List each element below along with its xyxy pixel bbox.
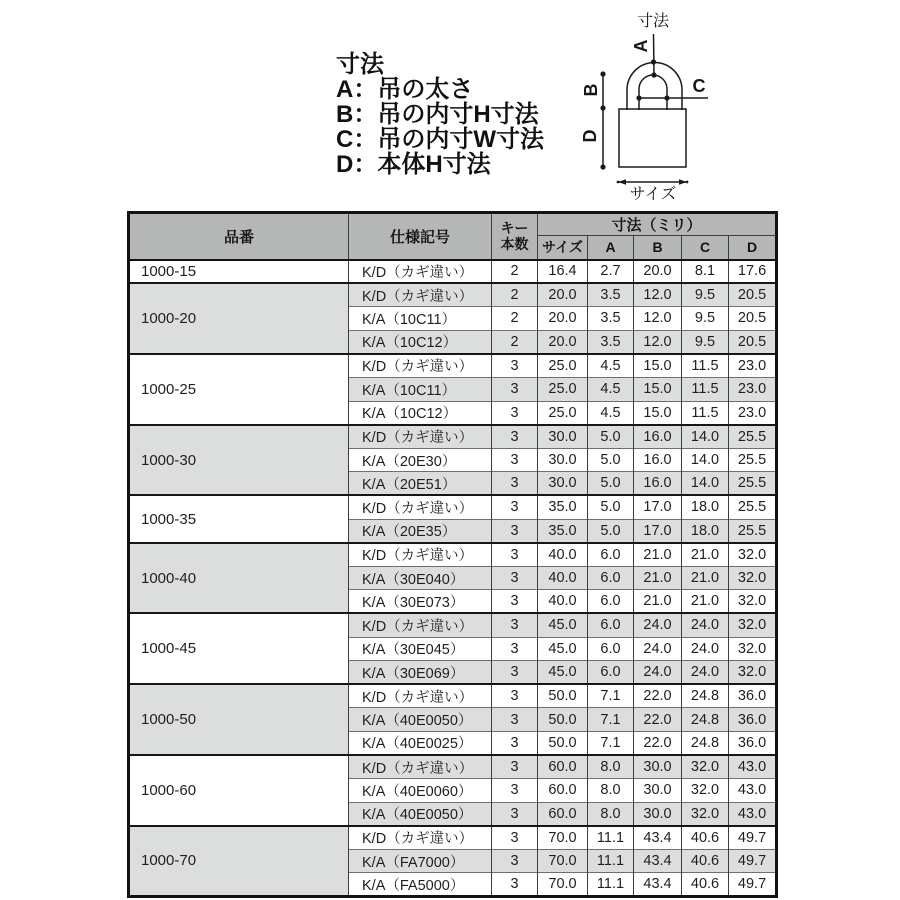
size-cell: 60.0	[538, 802, 588, 826]
size-cell: 25.0	[538, 377, 588, 401]
header-key-line1: キー	[500, 220, 529, 237]
size-cell: 20.0	[538, 330, 588, 354]
legend-item-c: C：吊の内寸W寸法	[336, 126, 544, 153]
dim-a-cell: 4.5	[588, 377, 634, 401]
dim-a-cell: 11.1	[588, 873, 634, 897]
hinban-cell: 1000-20	[129, 283, 349, 354]
dim-b-cell: 15.0	[634, 377, 682, 401]
dim-d-cell: 20.5	[729, 307, 777, 331]
dim-c-cell: 24.0	[682, 637, 729, 661]
dim-c-cell: 18.0	[682, 495, 729, 519]
keys-cell: 3	[492, 849, 538, 873]
dim-b-cell: 21.0	[634, 543, 682, 567]
spec-cell: K/A（30E073）	[349, 590, 492, 614]
diagram-bottom-label: サイズ	[629, 186, 677, 203]
dim-b-cell: 17.0	[634, 519, 682, 543]
dim-c-cell: 24.8	[682, 731, 729, 755]
dim-b-cell: 43.4	[634, 849, 682, 873]
spec-cell: K/A（40E0060）	[349, 779, 492, 803]
size-cell: 70.0	[538, 873, 588, 897]
dim-b-cell: 24.0	[634, 661, 682, 685]
dim-d-cell: 25.5	[729, 425, 777, 449]
dim-d-cell: 36.0	[729, 731, 777, 755]
dim-c-cell: 9.5	[682, 283, 729, 307]
dim-a-cell: 8.0	[588, 779, 634, 803]
dim-c-cell: 24.0	[682, 661, 729, 685]
diagram-letter-c: C	[692, 76, 706, 96]
spec-cell: K/D（カギ違い）	[349, 613, 492, 637]
dim-a-cell: 3.5	[588, 307, 634, 331]
spec-cell: K/A（10C11）	[349, 307, 492, 331]
dim-d-cell: 32.0	[729, 566, 777, 590]
dim-a-cell: 3.5	[588, 330, 634, 354]
size-cell: 45.0	[538, 637, 588, 661]
size-cell: 50.0	[538, 731, 588, 755]
keys-cell: 2	[492, 260, 538, 284]
dim-b-cell: 24.0	[634, 637, 682, 661]
header-dims-group: 寸法（ミリ）	[538, 213, 777, 236]
header-spec: 仕様記号	[349, 213, 492, 260]
dim-b-cell: 43.4	[634, 826, 682, 850]
dim-a-cell: 5.0	[588, 448, 634, 472]
dim-d-cell: 23.0	[729, 401, 777, 425]
dim-c-cell: 11.5	[682, 377, 729, 401]
dim-d-cell: 32.0	[729, 613, 777, 637]
spec-cell: K/A（FA7000）	[349, 849, 492, 873]
dim-b-cell: 30.0	[634, 779, 682, 803]
spec-cell: K/A（10C12）	[349, 401, 492, 425]
dim-c-cell: 24.8	[682, 708, 729, 732]
keys-cell: 3	[492, 826, 538, 850]
spec-table-header	[129, 213, 777, 260]
dim-c-cell: 11.5	[682, 401, 729, 425]
header-d: D	[729, 236, 777, 260]
hinban-cell: 1000-45	[129, 613, 349, 684]
dim-a-cell: 6.0	[588, 590, 634, 614]
dim-a-cell: 5.0	[588, 519, 634, 543]
diagram-top-label: 寸法	[636, 13, 670, 30]
keys-cell: 3	[492, 708, 538, 732]
keys-cell: 3	[492, 354, 538, 378]
dim-a-cell: 7.1	[588, 708, 634, 732]
table-row	[129, 684, 777, 708]
dim-c-cell: 40.6	[682, 826, 729, 850]
size-cell: 20.0	[538, 283, 588, 307]
dim-c-cell: 9.5	[682, 330, 729, 354]
header-c: C	[682, 236, 729, 260]
size-cell: 45.0	[538, 661, 588, 685]
dim-b-cell: 12.0	[634, 330, 682, 354]
keys-cell: 3	[492, 802, 538, 826]
hinban-cell: 1000-25	[129, 354, 349, 425]
dim-b-cell: 16.0	[634, 472, 682, 496]
legend-item-b: B：吊の内寸H寸法	[336, 101, 539, 128]
dim-b-cell: 22.0	[634, 708, 682, 732]
spec-cell: K/D（カギ違い）	[349, 260, 492, 284]
dim-a-cell: 11.1	[588, 849, 634, 873]
keys-cell: 2	[492, 283, 538, 307]
size-cell: 40.0	[538, 543, 588, 567]
dim-a-cell: 5.0	[588, 425, 634, 449]
dim-b-cell: 12.0	[634, 283, 682, 307]
keys-cell: 3	[492, 613, 538, 637]
dim-b-cell: 20.0	[634, 260, 682, 284]
spec-cell: K/A（30E069）	[349, 661, 492, 685]
dim-d-cell: 23.0	[729, 354, 777, 378]
keys-cell: 3	[492, 495, 538, 519]
spec-cell: K/A（20E35）	[349, 519, 492, 543]
dim-c-cell: 21.0	[682, 566, 729, 590]
header-key-count	[492, 213, 538, 260]
size-cell: 35.0	[538, 495, 588, 519]
table-row	[129, 495, 777, 519]
size-cell: 20.0	[538, 307, 588, 331]
header-key-line2: 本数	[500, 236, 529, 253]
size-cell: 60.0	[538, 755, 588, 779]
diagram-letter-b: B	[581, 83, 601, 97]
header-a: A	[588, 236, 634, 260]
dim-a-cell: 6.0	[588, 637, 634, 661]
keys-cell: 3	[492, 731, 538, 755]
size-cell: 40.0	[538, 566, 588, 590]
hinban-cell: 1000-50	[129, 684, 349, 755]
dim-b-cell: 15.0	[634, 401, 682, 425]
keys-cell: 3	[492, 661, 538, 685]
table-row	[129, 755, 777, 779]
keys-cell: 3	[492, 637, 538, 661]
size-cell: 50.0	[538, 708, 588, 732]
spec-cell: K/D（カギ違い）	[349, 495, 492, 519]
dim-a-cell: 2.7	[588, 260, 634, 284]
size-cell: 16.4	[538, 260, 588, 284]
dim-a-cell: 6.0	[588, 613, 634, 637]
hinban-cell: 1000-60	[129, 755, 349, 826]
dim-b-cell: 15.0	[634, 354, 682, 378]
dim-d-cell: 49.7	[729, 826, 777, 850]
spec-cell: K/A（30E040）	[349, 566, 492, 590]
keys-cell: 2	[492, 307, 538, 331]
dim-d-cell: 49.7	[729, 849, 777, 873]
dim-b-cell: 30.0	[634, 802, 682, 826]
spec-cell: K/D（カギ違い）	[349, 755, 492, 779]
spec-cell: K/D（カギ違い）	[349, 425, 492, 449]
spec-cell: K/D（カギ違い）	[349, 684, 492, 708]
hinban-cell: 1000-30	[129, 425, 349, 496]
dim-c-cell: 24.8	[682, 684, 729, 708]
keys-cell: 3	[492, 377, 538, 401]
dim-b-cell: 12.0	[634, 307, 682, 331]
dim-d-cell: 32.0	[729, 661, 777, 685]
dim-d-cell: 32.0	[729, 590, 777, 614]
size-cell: 50.0	[538, 684, 588, 708]
spec-cell: K/D（カギ違い）	[349, 826, 492, 850]
keys-cell: 3	[492, 779, 538, 803]
dim-a-cell: 6.0	[588, 661, 634, 685]
dim-d-cell: 20.5	[729, 283, 777, 307]
size-cell: 25.0	[538, 354, 588, 378]
size-cell: 30.0	[538, 425, 588, 449]
keys-cell: 3	[492, 566, 538, 590]
diagram-letter-d: D	[580, 129, 600, 143]
dim-c-cell: 8.1	[682, 260, 729, 284]
size-cell: 30.0	[538, 472, 588, 496]
dim-d-cell: 23.0	[729, 377, 777, 401]
legend-item-d: D：本体H寸法	[336, 151, 491, 178]
spec-cell: K/A（10C11）	[349, 377, 492, 401]
table-row	[129, 425, 777, 449]
table-row	[129, 543, 777, 567]
dim-c-cell: 21.0	[682, 590, 729, 614]
dim-a-cell: 7.1	[588, 684, 634, 708]
dim-c-cell: 11.5	[682, 354, 729, 378]
spec-cell: K/D（カギ違い）	[349, 283, 492, 307]
size-cell: 35.0	[538, 519, 588, 543]
spec-cell: K/A（40E0050）	[349, 802, 492, 826]
dim-c-cell: 9.5	[682, 307, 729, 331]
keys-cell: 3	[492, 873, 538, 897]
dim-b-cell: 22.0	[634, 684, 682, 708]
dim-c-cell: 32.0	[682, 802, 729, 826]
keys-cell: 3	[492, 543, 538, 567]
spec-cell: K/D（カギ違い）	[349, 543, 492, 567]
dim-a-cell: 8.0	[588, 755, 634, 779]
keys-cell: 3	[492, 448, 538, 472]
dim-c-cell: 32.0	[682, 755, 729, 779]
dim-d-cell: 43.0	[729, 802, 777, 826]
table-row	[129, 260, 777, 284]
dim-d-cell: 43.0	[729, 755, 777, 779]
dim-d-cell: 43.0	[729, 779, 777, 803]
dim-d-cell: 32.0	[729, 637, 777, 661]
table-row	[129, 354, 777, 378]
dim-a-cell: 5.0	[588, 495, 634, 519]
dim-c-cell: 32.0	[682, 779, 729, 803]
dim-b-cell: 21.0	[634, 590, 682, 614]
spec-table	[127, 211, 775, 898]
keys-cell: 3	[492, 472, 538, 496]
dim-c-cell: 40.6	[682, 873, 729, 897]
spec-cell: K/A（40E0025）	[349, 731, 492, 755]
dim-a-cell: 8.0	[588, 802, 634, 826]
dim-c-cell: 21.0	[682, 543, 729, 567]
legend-title: 寸法	[336, 51, 384, 78]
dim-d-cell: 32.0	[729, 543, 777, 567]
dim-d-cell: 36.0	[729, 708, 777, 732]
keys-cell: 3	[492, 519, 538, 543]
dim-d-cell: 49.7	[729, 873, 777, 897]
dim-b-cell: 21.0	[634, 566, 682, 590]
dim-c-cell: 14.0	[682, 425, 729, 449]
hinban-cell: 1000-35	[129, 495, 349, 542]
dim-b-cell: 24.0	[634, 613, 682, 637]
dim-c-cell: 14.0	[682, 472, 729, 496]
keys-cell: 3	[492, 425, 538, 449]
dim-a-cell: 3.5	[588, 283, 634, 307]
padlock-diagram	[560, 0, 780, 210]
table-row	[129, 283, 777, 307]
spec-cell: K/D（カギ違い）	[349, 354, 492, 378]
dim-b-cell: 16.0	[634, 448, 682, 472]
dim-a-cell: 11.1	[588, 826, 634, 850]
dim-b-cell: 16.0	[634, 425, 682, 449]
size-cell: 70.0	[538, 849, 588, 873]
keys-cell: 3	[492, 755, 538, 779]
hinban-cell: 1000-40	[129, 543, 349, 614]
size-cell: 60.0	[538, 779, 588, 803]
legend-item-a: A：吊の太さ	[336, 76, 474, 103]
dim-d-cell: 20.5	[729, 330, 777, 354]
dim-a-cell: 4.5	[588, 354, 634, 378]
dim-d-cell: 25.5	[729, 495, 777, 519]
table-row	[129, 826, 777, 850]
spec-cell: K/A（10C12）	[349, 330, 492, 354]
table-row	[129, 613, 777, 637]
dim-d-cell: 17.6	[729, 260, 777, 284]
spec-cell: K/A（FA5000）	[349, 873, 492, 897]
dim-c-cell: 18.0	[682, 519, 729, 543]
dim-a-cell: 6.0	[588, 543, 634, 567]
dim-a-cell: 7.1	[588, 731, 634, 755]
keys-cell: 2	[492, 330, 538, 354]
size-cell: 25.0	[538, 401, 588, 425]
spec-cell: K/A（30E045）	[349, 637, 492, 661]
keys-cell: 3	[492, 401, 538, 425]
dim-c-cell: 40.6	[682, 849, 729, 873]
header-b: B	[634, 236, 682, 260]
dim-a-cell: 5.0	[588, 472, 634, 496]
dim-b-cell: 22.0	[634, 731, 682, 755]
dimension-legend	[336, 52, 544, 177]
header-hinban: 品番	[129, 213, 349, 260]
spec-table-body	[129, 260, 777, 897]
hinban-cell: 1000-15	[129, 260, 349, 284]
diagram-letter-a: A	[631, 39, 651, 53]
dim-c-cell: 24.0	[682, 613, 729, 637]
size-cell: 45.0	[538, 613, 588, 637]
hinban-cell: 1000-70	[129, 826, 349, 897]
dim-b-cell: 17.0	[634, 495, 682, 519]
size-cell: 70.0	[538, 826, 588, 850]
dim-b-cell: 43.4	[634, 873, 682, 897]
dim-b-cell: 30.0	[634, 755, 682, 779]
spec-cell: K/A（20E30）	[349, 448, 492, 472]
dim-c-cell: 14.0	[682, 448, 729, 472]
dim-d-cell: 25.5	[729, 472, 777, 496]
keys-cell: 3	[492, 590, 538, 614]
size-cell: 40.0	[538, 590, 588, 614]
size-cell: 30.0	[538, 448, 588, 472]
dim-d-cell: 25.5	[729, 448, 777, 472]
dim-d-cell: 25.5	[729, 519, 777, 543]
spec-cell: K/A（40E0050）	[349, 708, 492, 732]
spec-cell: K/A（20E51）	[349, 472, 492, 496]
dim-a-cell: 6.0	[588, 566, 634, 590]
header-size: サイズ	[538, 236, 588, 260]
dim-d-cell: 36.0	[729, 684, 777, 708]
dim-a-cell: 4.5	[588, 401, 634, 425]
keys-cell: 3	[492, 684, 538, 708]
